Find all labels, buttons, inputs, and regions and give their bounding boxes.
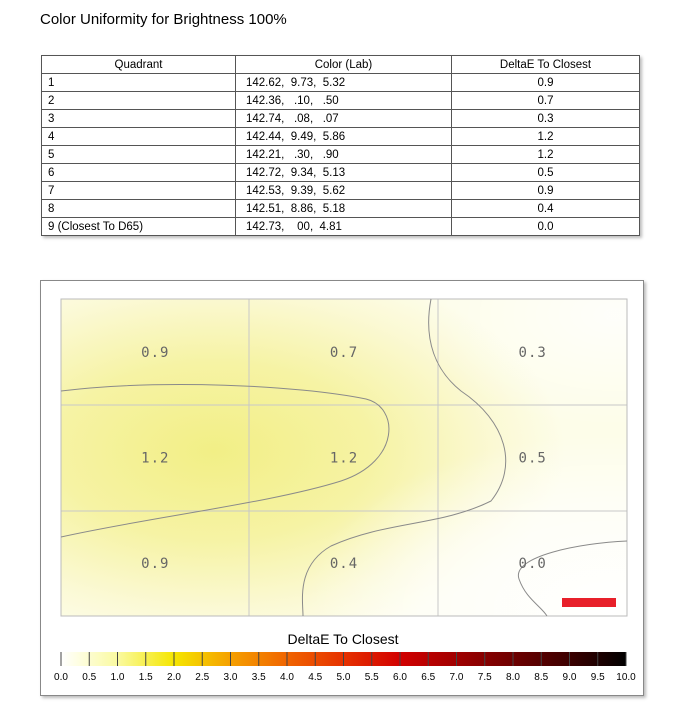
table-row [42,218,640,236]
cell-value-label: 0.7 [329,344,359,361]
header-color-lab: Color (Lab) [236,56,452,74]
deltae-cell: 0.5 [452,164,640,182]
colorbar-tick-label: 9.0 [562,672,577,683]
page-title: Color Uniformity for Brightness 100% [40,11,287,28]
header-deltae: DeltaE To Closest [452,56,640,74]
colorbar-tick-label: 9.5 [590,672,605,683]
table-row [42,182,640,200]
quadrant-cell: 2 [42,92,236,110]
colorbar-tick-label: 0.5 [82,672,97,683]
uniformity-chart [40,280,644,696]
uniformity-heatmap-svg [41,281,643,695]
header-quadrant: Quadrant [42,56,236,74]
cell-value-label: 0.0 [518,556,547,573]
colorbar-tick-label: 6.5 [421,672,436,683]
colorbar-tick-label: 8.0 [506,672,520,683]
colorbar-tick-label: 1.5 [138,672,153,683]
colorbar-tick-label: 5.0 [336,672,351,683]
colorbar-tick-label: 3.0 [223,672,238,683]
table-row [42,74,640,92]
color-lab-cell: 142.72, 9.34, 5.13 [236,164,452,182]
cell-value-label: 1.2 [141,450,170,467]
colorbar-tick-label: 3.5 [251,672,266,683]
deltae-cell: 1.2 [452,128,640,146]
color-lab-cell: 142.73, 00, 4.81 [236,218,452,236]
colorbar-tick-label: 2.0 [167,672,181,683]
colorbar-tick-label: 6.0 [393,672,407,683]
color-lab-cell: 142.53, 9.39, 5.62 [236,182,452,200]
quadrant-cell: 4 [42,128,236,146]
cell-value-label: 0.4 [329,556,359,573]
deltae-cell: 1.2 [452,146,640,164]
quadrant-cell: 5 [42,146,236,164]
table-row [42,146,640,164]
table-row [42,128,640,146]
colorbar-tick-label: 0.0 [54,672,68,683]
table-row [42,164,640,182]
color-lab-cell: 142.21, .30, .90 [236,146,452,164]
quadrant-cell: 3 [42,110,236,128]
colorbar-tick-label: 8.5 [534,672,549,683]
colorbar-tick-label: 7.5 [477,672,492,683]
quadrant-table [41,55,640,236]
deltae-cell: 0.7 [452,92,640,110]
cell-value-label: 0.9 [141,344,170,361]
table-row [42,200,640,218]
quadrant-cell: 8 [42,200,236,218]
colorbar-tick-label: 1.0 [110,672,125,683]
quadrant-cell: 7 [42,182,236,200]
colorbar-title: DeltaE To Closest [287,631,399,647]
colorbar-tick-label: 5.5 [364,672,379,683]
cell-value-label: 0.3 [518,344,547,361]
table-row [42,92,640,110]
color-lab-cell: 142.74, .08, .07 [236,110,452,128]
deltae-cell: 0.4 [452,200,640,218]
quadrant-cell: 6 [42,164,236,182]
deltae-cell: 0.3 [452,110,640,128]
table-header-row [42,56,640,74]
table-row [42,110,640,128]
color-lab-cell: 142.62, 9.73, 5.32 [236,74,452,92]
colorbar-tick-label: 10.0 [616,672,636,683]
color-lab-cell: 142.36, .10, .50 [236,92,452,110]
colorbar-tick-label: 4.0 [280,672,294,683]
deltae-cell: 0.9 [452,74,640,92]
colorbar-tick-label: 7.0 [449,672,464,683]
deltae-cell: 0.0 [452,218,640,236]
closest-marker [562,598,616,607]
cell-value-label: 0.9 [141,556,170,573]
deltae-cell: 0.9 [452,182,640,200]
colorbar-tick-label: 2.5 [195,672,210,683]
color-lab-cell: 142.44, 9.49, 5.86 [236,128,452,146]
quadrant-cell: 9 (Closest To D65) [42,218,236,236]
cell-value-label: 1.2 [329,450,359,467]
cell-value-label: 0.5 [518,450,547,467]
colorbar-tick-label: 4.5 [308,672,323,683]
color-lab-cell: 142.51, 8.86, 5.18 [236,200,452,218]
quadrant-cell: 1 [42,74,236,92]
